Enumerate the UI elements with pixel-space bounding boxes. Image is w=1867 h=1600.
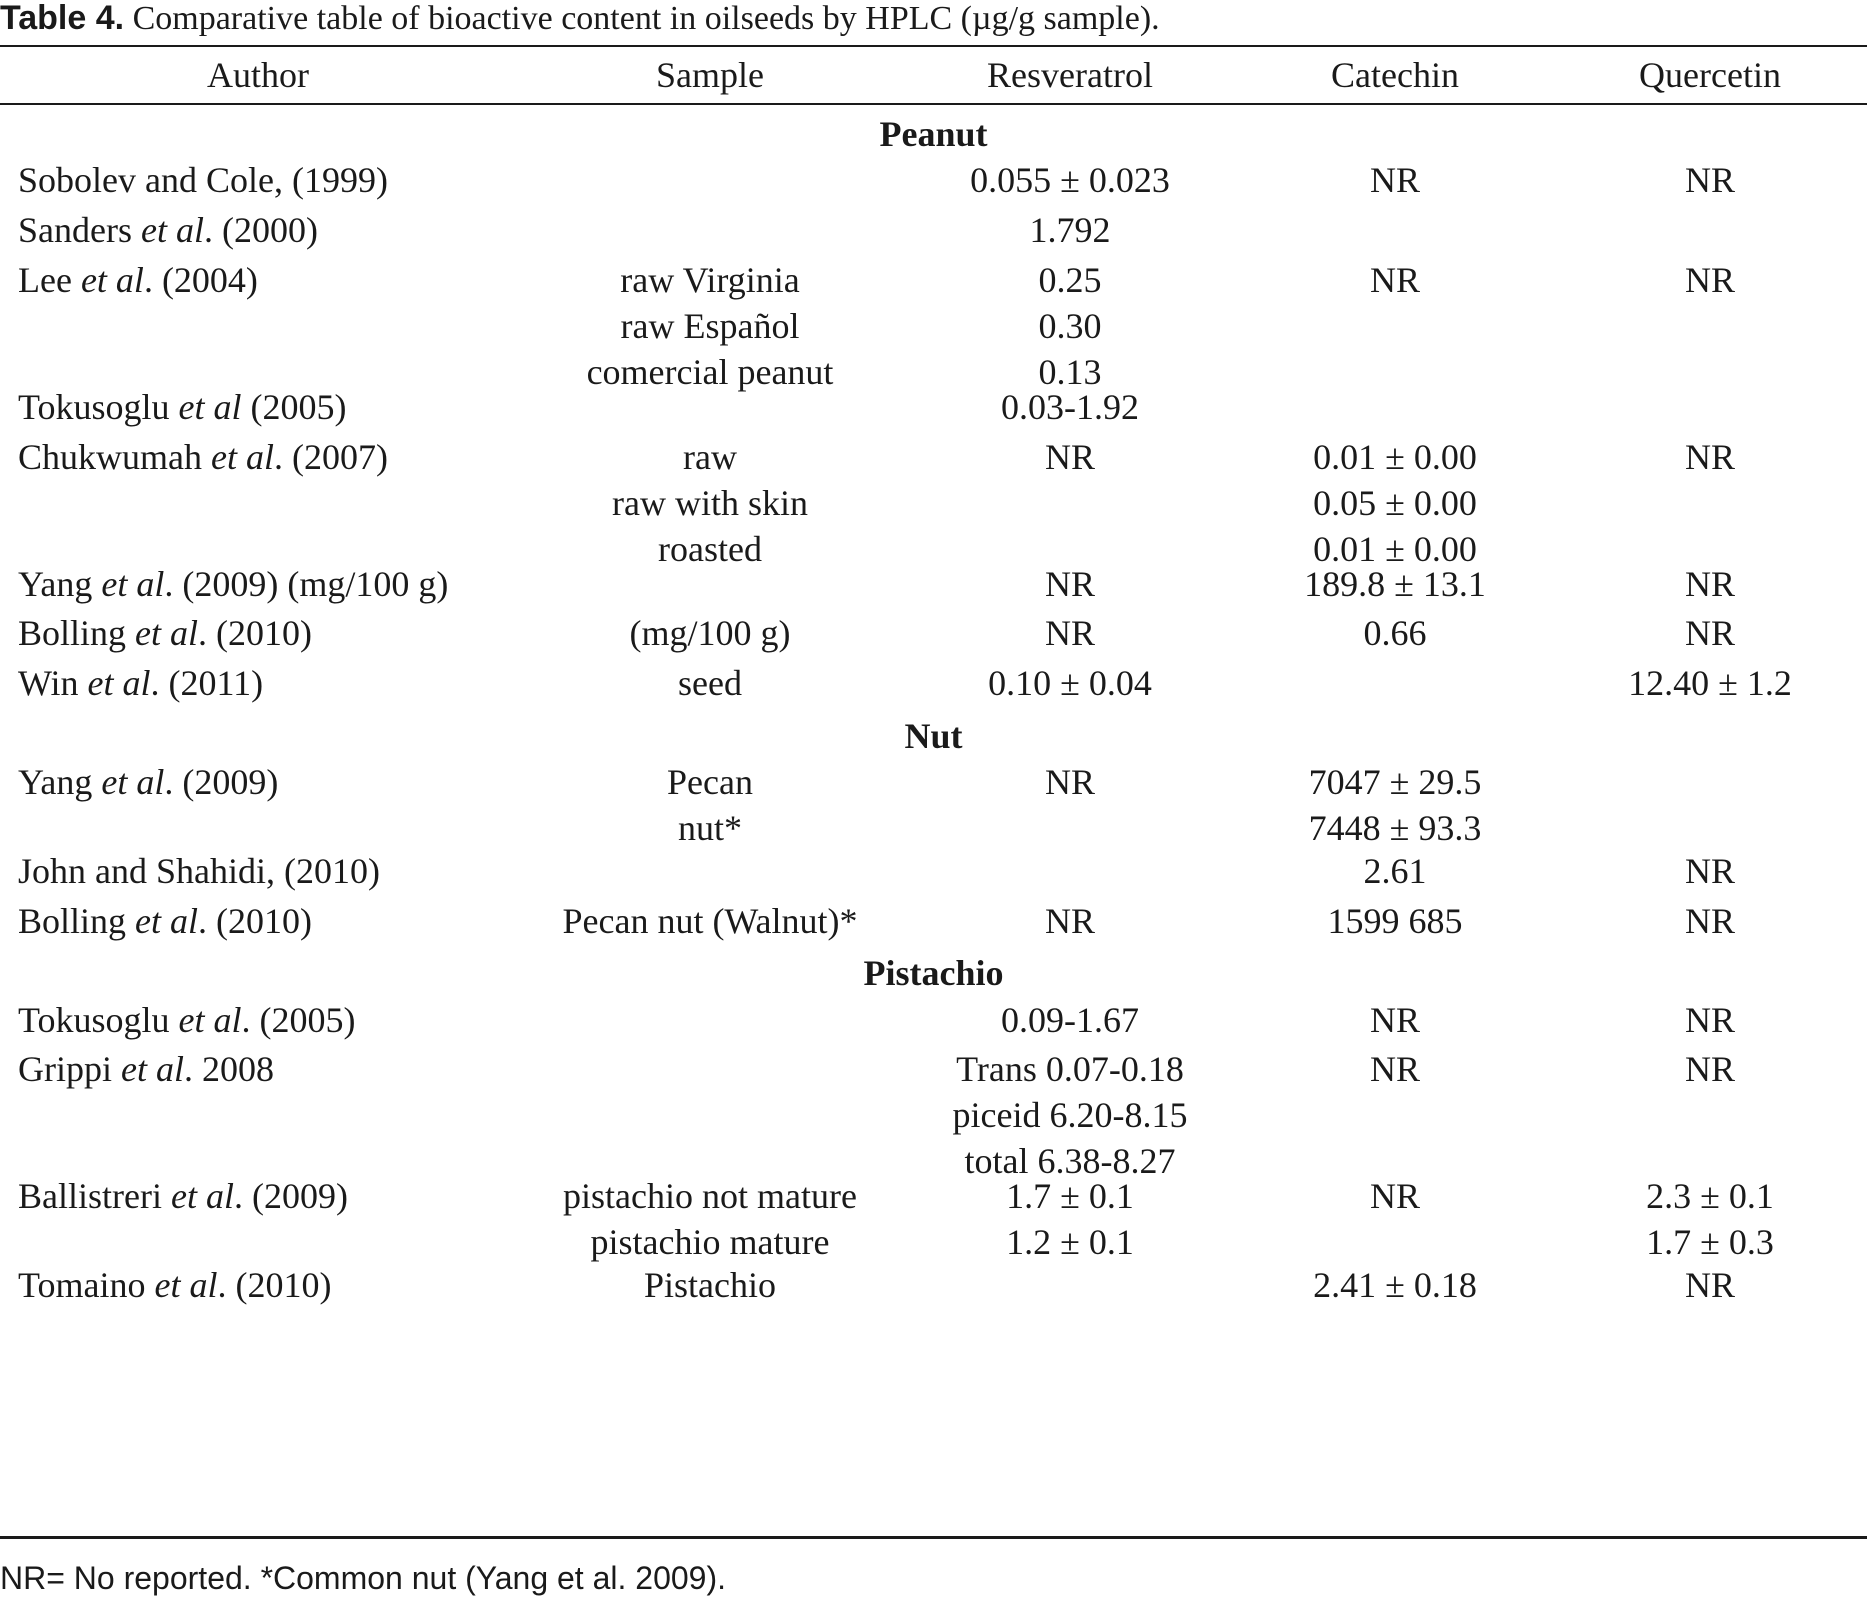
cell-line: 0.01 ± 0.00 — [1313, 437, 1477, 477]
cell-line: NR — [1369, 1049, 1420, 1089]
cell-line: 2.41 ± 0.18 — [1313, 1265, 1477, 1305]
cell-sample — [490, 1173, 930, 1265]
cell-author — [18, 384, 346, 430]
cell-author — [18, 997, 355, 1043]
table-row — [0, 207, 1867, 257]
author-part: . (2007) — [273, 437, 388, 477]
header-quercetin: Quercetin — [1639, 55, 1781, 95]
cell-line: NR — [1369, 1000, 1420, 1040]
cell-resveratrol — [880, 1173, 1260, 1265]
cell-line: Pistachio — [644, 1265, 776, 1305]
cell-line: (mg/100 g) — [629, 613, 791, 653]
author-part: Sobolev and Cole, (1999) — [18, 160, 388, 200]
cell-line: 0.66 — [1363, 613, 1427, 653]
cell-resveratrol — [880, 207, 1260, 253]
cell-resveratrol — [880, 384, 1260, 430]
author-part: et al — [135, 613, 199, 653]
cell-catechin — [1215, 898, 1575, 944]
author-part: Tomaino — [18, 1265, 155, 1305]
cell-line: Pecan — [667, 762, 753, 802]
header-catechin: Catechin — [1331, 55, 1459, 95]
footnote: NR= No reported. *Common nut (Yang et al. 2009). — [0, 1560, 726, 1596]
table-row — [0, 1173, 1867, 1262]
cell-sample — [490, 660, 930, 706]
cell-line: NR — [1684, 160, 1735, 200]
cell-line: 0.10 ± 0.04 — [988, 663, 1152, 703]
cell-author — [18, 898, 312, 944]
author-part: Ballistreri — [18, 1176, 171, 1216]
cell-sample — [490, 759, 930, 851]
cell-line: 189.8 ± 13.1 — [1304, 564, 1486, 604]
cell-line: NR — [1369, 260, 1420, 300]
cell-quercetin — [1530, 434, 1867, 480]
cell-author — [18, 610, 312, 656]
cell-line: 0.05 ± 0.00 — [1313, 483, 1477, 523]
cell-resveratrol — [880, 434, 1260, 480]
author-part: John and Shahidi, (2010) — [18, 851, 380, 891]
cell-line: NR — [1369, 160, 1420, 200]
cell-sample — [490, 610, 930, 656]
author-part: (2005) — [241, 387, 347, 427]
author-part: et al — [178, 1000, 242, 1040]
cell-line: NR — [1044, 564, 1095, 604]
cell-line: NR — [1044, 901, 1095, 941]
cell-line: NR — [1369, 1176, 1420, 1216]
cell-line: comercial peanut — [586, 352, 834, 392]
cell-line: pistachio mature — [590, 1222, 830, 1262]
author-part: et al — [101, 762, 165, 802]
cell-line: NR — [1684, 1265, 1735, 1305]
cell-line: 1.2 ± 0.1 — [1006, 1222, 1134, 1262]
cell-line: 7448 ± 93.3 — [1308, 808, 1482, 848]
table-row — [0, 1262, 1867, 1312]
cell-line: raw Español — [620, 306, 800, 346]
cell-line: NR — [1684, 1049, 1735, 1089]
cell-line: NR — [1684, 851, 1735, 891]
header-rule — [0, 103, 1867, 105]
cell-author — [18, 759, 278, 805]
cell-line: NR — [1684, 613, 1735, 653]
cell-catechin — [1215, 257, 1575, 303]
cell-resveratrol — [880, 660, 1260, 706]
cell-quercetin — [1530, 610, 1867, 656]
author-part: et al — [121, 1049, 184, 1089]
cell-resveratrol — [880, 898, 1260, 944]
cell-quercetin — [1530, 1262, 1867, 1308]
cell-line: 2.3 ± 0.1 — [1646, 1176, 1774, 1216]
cell-line: 2.61 — [1363, 851, 1427, 891]
author-part: . (2005) — [241, 1000, 356, 1040]
table-row — [0, 257, 1867, 392]
cell-line: NR — [1684, 901, 1735, 941]
cell-author — [18, 561, 448, 607]
table-row — [0, 759, 1867, 848]
cell-line: 0.30 — [1038, 306, 1102, 346]
cell-resveratrol — [880, 561, 1260, 607]
cell-line: nut* — [677, 808, 742, 848]
table-label: Table 4. — [0, 0, 125, 37]
cell-sample — [490, 434, 930, 572]
section-heading: Peanut — [879, 114, 988, 154]
cell-quercetin — [1530, 1173, 1867, 1265]
author-part: et al — [178, 387, 242, 427]
author-part: et al — [211, 437, 274, 477]
author-part: et al — [80, 260, 144, 300]
author-part: . (2009) (mg/100 g) — [164, 564, 449, 604]
cell-resveratrol — [880, 610, 1260, 656]
cell-line: raw Virginia — [620, 260, 800, 300]
cell-catechin — [1215, 561, 1575, 607]
author-part: et al — [140, 210, 204, 250]
cell-quercetin — [1530, 997, 1867, 1043]
author-part: . (2009) — [233, 1176, 348, 1216]
cell-line: 1599 685 — [1327, 901, 1463, 941]
cell-line: NR — [1044, 613, 1095, 653]
table-row — [0, 997, 1867, 1047]
cell-resveratrol — [880, 997, 1260, 1043]
top-rule — [0, 45, 1867, 47]
cell-catechin — [1215, 434, 1575, 572]
author-part: . (2010) — [217, 1265, 332, 1305]
cell-sample — [490, 257, 930, 395]
cell-author — [18, 660, 263, 706]
cell-line: raw — [683, 437, 737, 477]
author-part: . (2009) — [164, 762, 279, 802]
cell-resveratrol — [880, 1046, 1260, 1184]
cell-quercetin — [1530, 848, 1867, 894]
table-row — [0, 157, 1867, 207]
cell-line: roasted — [658, 529, 762, 569]
cell-line: Trans 0.07-0.18 — [956, 1049, 1184, 1089]
author-part: et al — [154, 1265, 218, 1305]
author-part: Tokusoglu — [18, 1000, 179, 1040]
table-row — [0, 1046, 1867, 1181]
table-row — [0, 898, 1867, 948]
cell-author — [18, 434, 388, 480]
author-part: Yang — [18, 762, 102, 802]
cell-catechin — [1215, 157, 1575, 203]
cell-sample — [490, 898, 930, 944]
cell-line: total 6.38-8.27 — [964, 1141, 1176, 1181]
cell-line: raw with skin — [612, 483, 808, 523]
cell-quercetin — [1530, 561, 1867, 607]
author-part: . (2000) — [203, 210, 318, 250]
table-caption — [0, 0, 1160, 39]
cell-author — [18, 207, 318, 253]
author-part: et al — [101, 564, 165, 604]
cell-line: pistachio not mature — [563, 1176, 857, 1216]
cell-line: 0.25 — [1038, 260, 1102, 300]
header-sample: Sample — [656, 55, 764, 95]
cell-line: NR — [1044, 762, 1095, 802]
cell-line: 0.13 — [1038, 352, 1102, 392]
cell-author — [18, 157, 388, 203]
table-row — [0, 610, 1867, 660]
cell-author — [18, 1046, 274, 1092]
author-part: Chukwumah — [18, 437, 211, 477]
author-part: Bolling — [18, 613, 136, 653]
cell-catechin — [1215, 997, 1575, 1043]
cell-author — [18, 1173, 348, 1219]
cell-quercetin — [1530, 898, 1867, 944]
bottom-rule — [0, 1536, 1867, 1539]
cell-line: NR — [1684, 564, 1735, 604]
cell-line: NR — [1684, 260, 1735, 300]
cell-line: 0.09-1.67 — [1001, 1000, 1139, 1040]
cell-line: 0.03-1.92 — [1001, 387, 1139, 427]
cell-line: 1.7 ± 0.3 — [1646, 1222, 1774, 1262]
author-part: . (2010) — [198, 901, 312, 941]
table-row — [0, 384, 1867, 434]
author-part: Bolling — [18, 901, 136, 941]
author-part: Tokusoglu — [18, 387, 179, 427]
cell-catechin — [1215, 759, 1575, 851]
cell-line: NR — [1684, 1000, 1735, 1040]
cell-quercetin — [1530, 1046, 1867, 1092]
author-part: . (2004) — [143, 260, 258, 300]
cell-line: seed — [678, 663, 742, 703]
author-part: et al — [170, 1176, 234, 1216]
cell-author — [18, 1262, 331, 1308]
author-part: Yang — [18, 564, 102, 604]
cell-author — [18, 848, 380, 894]
author-part: et al — [87, 663, 151, 703]
table-row — [0, 660, 1867, 710]
cell-quercetin — [1530, 660, 1867, 706]
author-part: . (2010) — [198, 613, 312, 653]
cell-catechin — [1215, 610, 1575, 656]
cell-line: 1.7 ± 0.1 — [1006, 1176, 1134, 1216]
author-part: et al — [135, 901, 199, 941]
author-part: . (2011) — [150, 663, 264, 703]
caption-text: Comparative table of bioactive content in oilseeds by HPLC (µg/g sample). — [124, 0, 1160, 37]
cell-line: 7047 ± 29.5 — [1308, 762, 1482, 802]
cell-catechin — [1215, 848, 1575, 894]
table-row — [0, 561, 1867, 611]
cell-line: 0.01 ± 0.00 — [1313, 529, 1477, 569]
cell-catechin — [1215, 1262, 1575, 1308]
author-part: Lee — [18, 260, 81, 300]
cell-line: 0.055 ± 0.023 — [970, 160, 1170, 200]
author-part: Sanders — [18, 210, 141, 250]
cell-author — [18, 257, 258, 303]
author-part: Win — [18, 663, 88, 703]
cell-resveratrol — [880, 157, 1260, 203]
header-author: Author — [207, 55, 309, 95]
cell-line: Pecan nut (Walnut)* — [562, 901, 858, 941]
cell-resveratrol — [880, 257, 1260, 395]
header-resveratrol: Resveratrol — [987, 55, 1153, 95]
author-part: . 2008 — [183, 1049, 274, 1089]
cell-catechin — [1215, 1046, 1575, 1092]
section-heading: Pistachio — [863, 953, 1004, 993]
cell-line: 12.40 ± 1.2 — [1628, 663, 1792, 703]
table-row — [0, 434, 1867, 569]
cell-line: NR — [1044, 437, 1095, 477]
cell-line: piceid 6.20-8.15 — [952, 1095, 1188, 1135]
cell-resveratrol — [880, 759, 1260, 805]
table-row — [0, 848, 1867, 898]
cell-quercetin — [1530, 257, 1867, 303]
cell-line: 1.792 — [1029, 210, 1111, 250]
cell-quercetin — [1530, 157, 1867, 203]
cell-catechin — [1215, 1173, 1575, 1219]
section-heading: Nut — [904, 716, 963, 756]
cell-sample — [490, 1262, 930, 1308]
author-part: Grippi — [18, 1049, 121, 1089]
cell-line: NR — [1684, 437, 1735, 477]
